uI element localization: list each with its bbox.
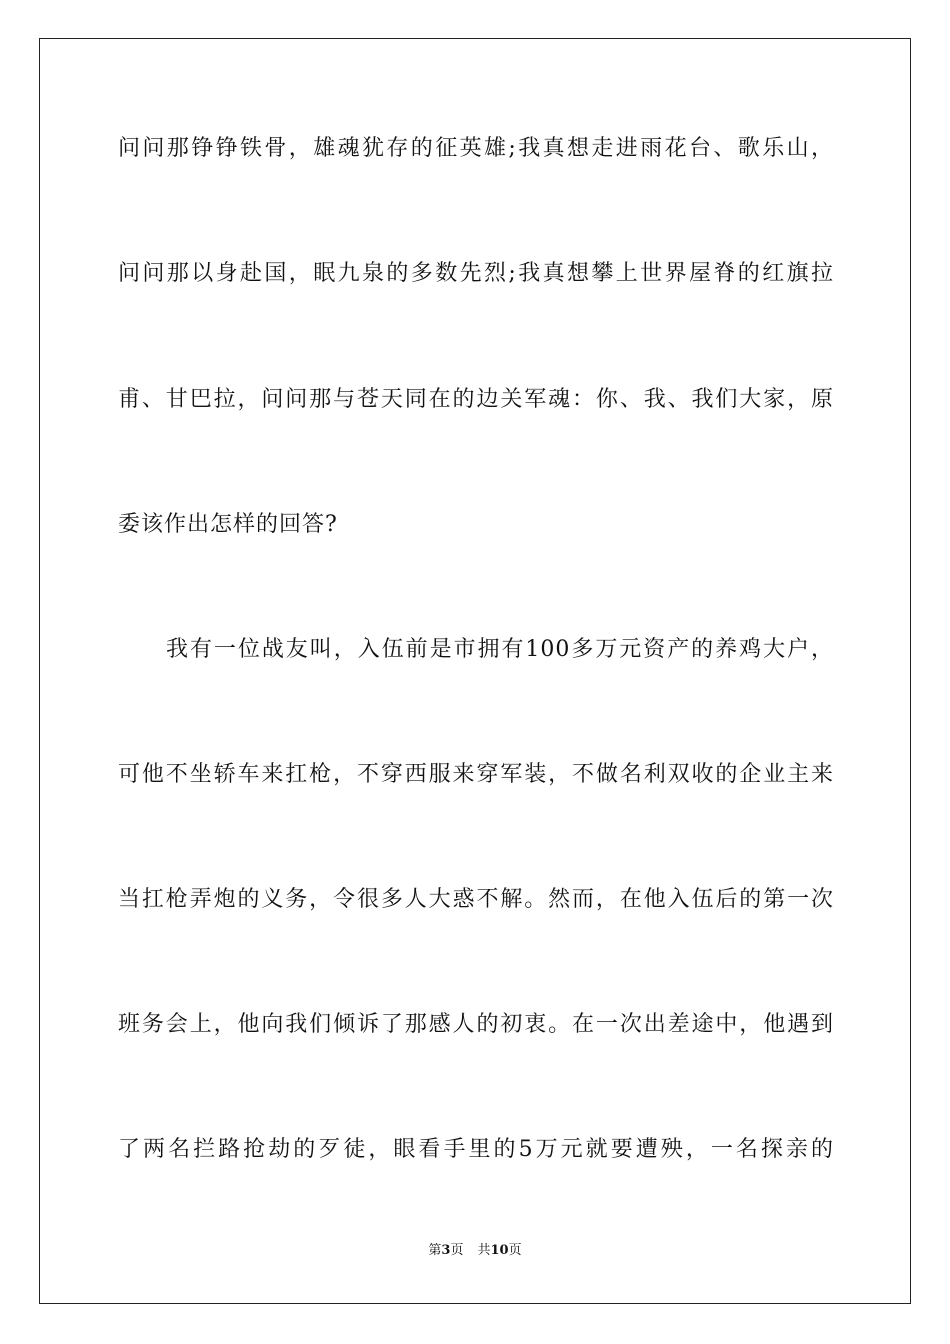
body-line: 问问那铮铮铁骨，雄魂犹存的征英雄;我真想走进雨花台、歌乐山，: [118, 136, 834, 161]
body-line: 了两名拦路抢劫的歹徒，眼看手里的5万元就要遭殃，一名探亲的: [118, 1137, 834, 1162]
paragraph-first-line: 我有一位战友叫，入伍前是市拥有100多万元资产的养鸡大户，: [166, 637, 834, 662]
body-line: 委该作出怎样的回答?: [118, 512, 338, 537]
body-line: 甫、甘巴拉，问问那与苍天同在的边关军魂：你、我、我们大家，原: [118, 387, 834, 412]
body-line: 班务会上，他向我们倾诉了那感人的初衷。在一次出差途中，他遇到: [118, 1012, 834, 1037]
body-line: 当扛枪弄炮的义务，令很多人大惑不解。然而，在他入伍后的第一次: [118, 887, 834, 912]
body-line: 可他不坐轿车来扛枪，不穿西服来穿军装，不做名利双收的企业主来: [118, 762, 834, 787]
page-total: 共10页: [477, 1243, 522, 1258]
page-footer: [0, 1242, 950, 1260]
page-frame: [39, 38, 911, 1304]
body-line: 问问那以身赴国，眠九泉的多数先烈;我真想攀上世界屋脊的红旗拉: [118, 261, 834, 286]
page-number: 第3页: [428, 1243, 464, 1258]
